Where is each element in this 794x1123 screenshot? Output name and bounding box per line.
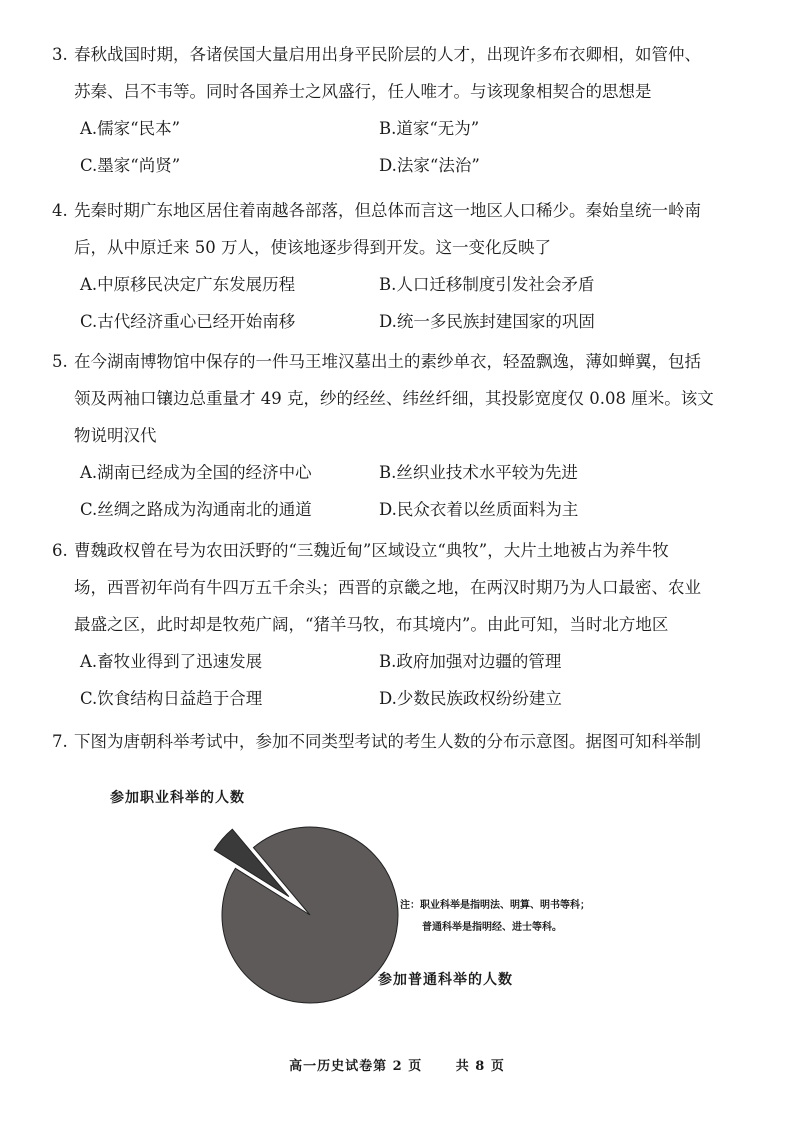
options-row <box>52 491 732 528</box>
option-b[interactable]: B.道家“无为” <box>379 119 480 138</box>
options-row <box>52 643 732 680</box>
stem-line: 苏秦、吕不韦等。同时各国养士之风盛行，任人唯才。与该现象相契合的思想是 <box>74 82 652 101</box>
options-row <box>52 454 732 491</box>
option-c[interactable]: C.丝绸之路成为沟通南北的通道 <box>80 500 312 519</box>
option-a[interactable]: A.儒家“民本” <box>80 119 181 138</box>
question-3 <box>52 36 732 184</box>
stem-line: 最盛之区，此时却是牧苑广阔，“猪羊马牧，布其境内”。由此可知，当时北方地区 <box>74 615 669 634</box>
option-c[interactable]: C.古代经济重心已经开始南移 <box>80 312 296 331</box>
options-row <box>52 680 732 717</box>
option-c[interactable]: C.饮食结构日益趋于合理 <box>80 689 263 708</box>
question-7 <box>52 723 732 760</box>
note-line-1: 注：职业科举是指明法、明算、明书等科； <box>400 900 590 911</box>
footer-page-number: 高一历史试卷第 2 页 <box>289 1059 423 1074</box>
question-stem <box>52 343 732 380</box>
stem-line: 物说明汉代 <box>74 426 157 445</box>
question-number: 5. <box>52 352 68 371</box>
stem-line: 领及两袖口镶边总重量才 49 克，纱的经丝、纬丝纤细，其投影宽度仅 0.08 厘米。该文 <box>74 389 714 408</box>
footer-total-pages: 共 8 页 <box>455 1059 505 1074</box>
question-number: 3. <box>52 45 68 64</box>
legend-label-regular: 参加普通科举的人数 <box>378 972 513 988</box>
question-6 <box>52 532 732 717</box>
stem-line: 场，西晋初年尚有牛四万五千余头；西晋的京畿之地，在两汉时期乃为人口最密、农业 <box>74 578 701 597</box>
question-4 <box>52 192 732 340</box>
option-a[interactable]: A.中原移民决定广东发展历程 <box>80 275 296 294</box>
question-5 <box>52 343 732 528</box>
question-stem <box>52 532 732 569</box>
question-stem <box>52 723 732 760</box>
option-d[interactable]: D.统一多民族封建国家的巩固 <box>379 312 595 331</box>
question-number: 4. <box>52 201 68 220</box>
option-b[interactable]: B.政府加强对边疆的管理 <box>379 652 562 671</box>
question-stem <box>52 192 732 229</box>
stem-line: 下图为唐朝科举考试中，参加不同类型考试的考生人数的分布示意图。据图可知科举制 <box>74 732 701 751</box>
stem-line: 先秦时期广东地区居住着南越各部落，但总体而言这一地区人口稀少。秦始皇统一岭南 <box>74 201 701 220</box>
options-row <box>52 266 732 303</box>
pie-chart <box>100 785 660 1015</box>
stem-line: 后，从中原迁来 50 万人，使该地逐步得到开发。这一变化反映了 <box>74 238 551 257</box>
chart-note <box>400 895 590 939</box>
note-line-2: 普通科举是指明经、进士等科。 <box>422 922 562 933</box>
stem-line: 在今湖南博物馆中保存的一件马王堆汉墓出土的素纱单衣，轻盈飘逸，薄如蝉翼，包括 <box>74 352 701 371</box>
option-b[interactable]: B.丝织业技术水平较为先进 <box>379 463 578 482</box>
option-c[interactable]: C.墨家“尚贤” <box>80 156 181 175</box>
options-row <box>52 303 732 340</box>
page-footer <box>0 1055 794 1074</box>
stem-line: 春秋战国时期，各诸侯国大量启用出身平民阶层的人才，出现许多布衣卿相，如管仲、 <box>74 45 701 64</box>
option-d[interactable]: D.民众衣着以丝质面料为主 <box>379 500 579 519</box>
option-a[interactable]: A.湖南已经成为全国的经济中心 <box>80 463 312 482</box>
options-row <box>52 110 732 147</box>
options-row <box>52 147 732 184</box>
question-stem <box>52 36 732 73</box>
option-b[interactable]: B.人口迁移制度引发社会矛盾 <box>379 275 595 294</box>
legend-label-vocational: 参加职业科举的人数 <box>110 790 245 806</box>
question-number: 7. <box>52 732 68 751</box>
option-a[interactable]: A.畜牧业得到了迅速发展 <box>80 652 263 671</box>
stem-line: 曹魏政权曾在号为农田沃野的“三魏近甸”区域设立“典牧”，大片土地被占为养牛牧 <box>74 541 669 560</box>
option-d[interactable]: D.法家“法治” <box>379 156 480 175</box>
option-d[interactable]: D.少数民族政权纷纷建立 <box>379 689 562 708</box>
question-number: 6. <box>52 541 68 560</box>
